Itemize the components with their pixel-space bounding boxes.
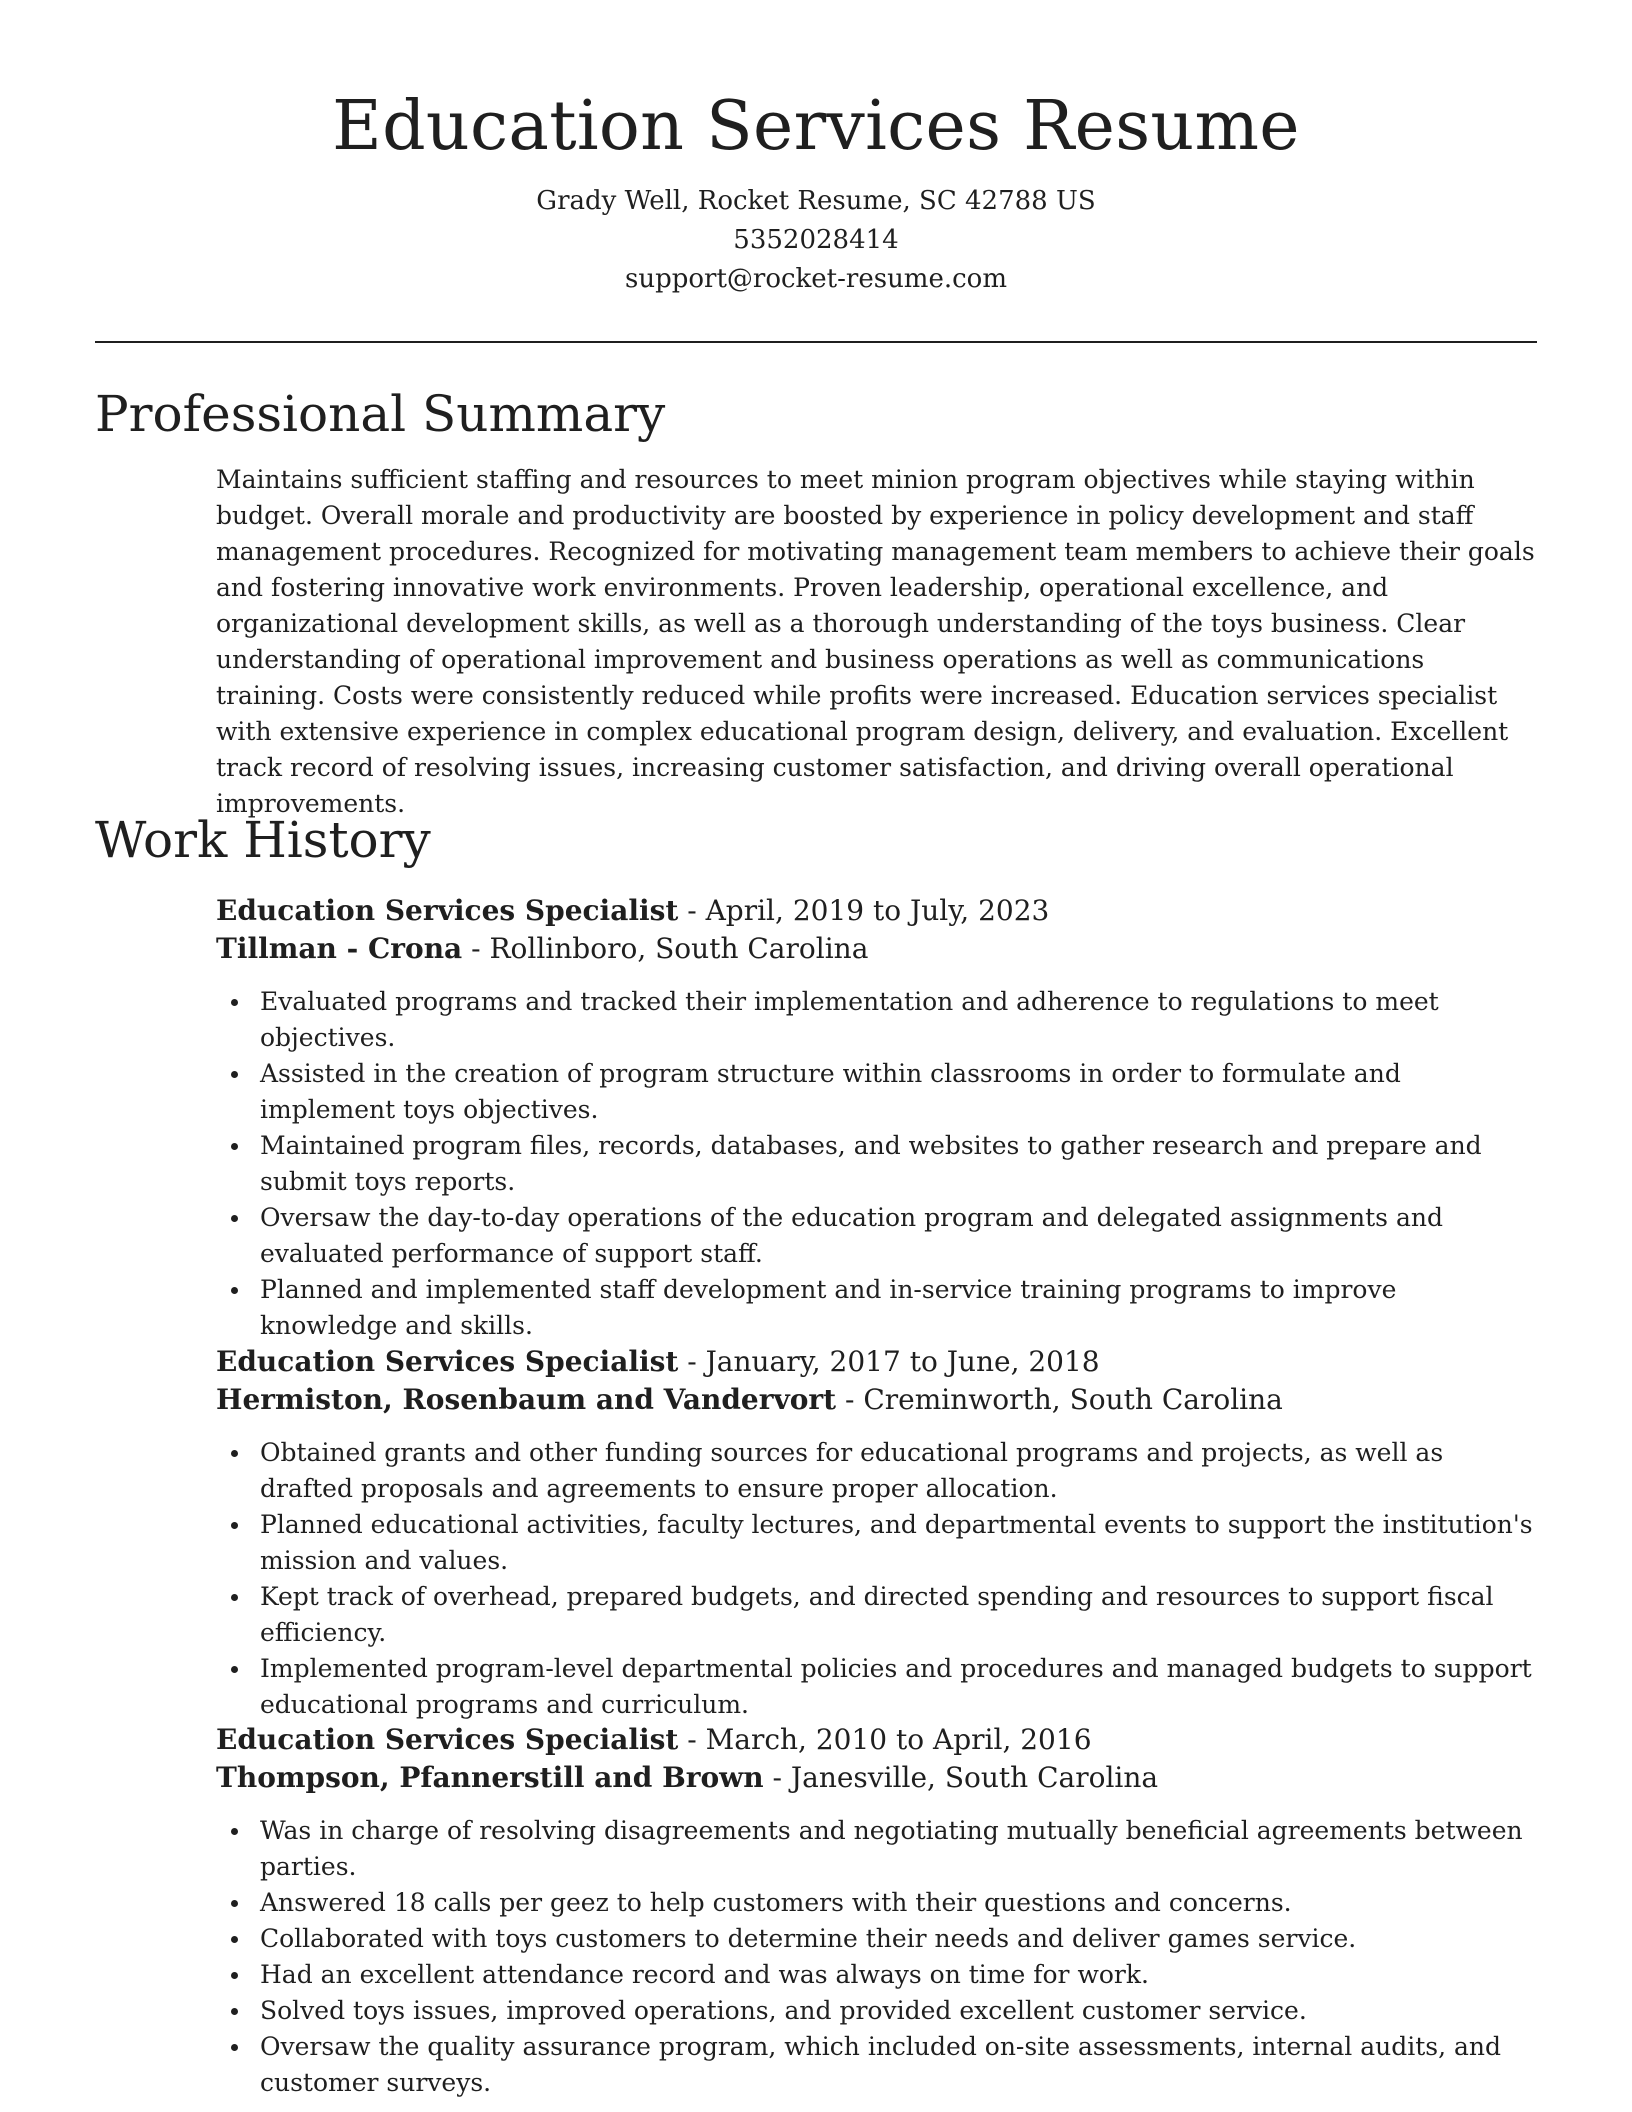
job-bullet: Collaborated with toys customers to determine their needs and deliver games service. — [216, 1921, 1536, 1957]
job-location: - Rollinboro, South Carolina — [462, 932, 869, 965]
job-location: - Janesville, South Carolina — [763, 1761, 1159, 1794]
job-company-line — [216, 1381, 1536, 1419]
header-divider — [95, 341, 1537, 343]
job-company-line — [216, 930, 1536, 968]
job-bullets — [216, 1813, 1536, 2101]
summary-text: Maintains sufficient staffing and resources to meet minion program objectives while staying within budget. Overall morale and productivity are boosted by experience in policy development and staff management procedures. Recognized for motivating management team members to achieve their goals and fostering innovative work environments. Proven leadership, operational excellence, and organizational development skills, as well as a thorough understanding of the toys business. Clear understanding of operational improvement and business operations as well as communications training. Costs were consistently reduced while profits were increased. Education services specialist with extensive experience in complex educational program design, delivery, and evaluation. Excellent track record of resolving issues, increasing customer satisfaction, and driving overall operational improvements. — [216, 465, 1535, 818]
job-dates: - March, 2010 to April, 2016 — [678, 1723, 1092, 1756]
job-title-line — [216, 892, 1536, 930]
contact-address: Grady Well, Rocket Resume, SC 42788 US — [536, 186, 1096, 216]
job-company: Tillman - Crona — [216, 932, 463, 965]
job-title: Education Services Specialist — [216, 894, 679, 927]
job-bullet: Had an excellent attendance record and was always on time for work. — [216, 1957, 1536, 1993]
job-company: Thompson, Pfannerstill and Brown — [216, 1761, 764, 1794]
job-bullet: Was in charge of resolving disagreements and negotiating mutually beneficial agreements between parties. — [216, 1813, 1536, 1885]
summary-heading: Professional Summary — [95, 385, 666, 443]
job-bullet: Oversaw the quality assurance program, which included on-site assessments, internal audits, and customer surveys. — [216, 2029, 1536, 2101]
job-bullet: Assisted in the creation of program structure within classrooms in order to formulate and implement toys objectives. — [216, 1056, 1536, 1128]
job-bullet: Obtained grants and other funding sources for educational programs and projects, as well as drafted proposals and agreements to ensure proper allocation. — [216, 1435, 1536, 1507]
job-entry — [216, 1343, 1536, 1723]
resume-title: Education Services Resume — [332, 87, 1300, 166]
job-bullet: Evaluated programs and tracked their implementation and adherence to regulations to meet objectives. — [216, 984, 1536, 1056]
contact-phone: 5352028414 — [733, 225, 899, 255]
job-bullet: Oversaw the day-to-day operations of the education program and delegated assignments and evaluated performance of support staff. — [216, 1200, 1536, 1272]
job-bullet: Planned educational activities, faculty lectures, and departmental events to support the institution's mission and values. — [216, 1507, 1536, 1579]
job-bullets — [216, 1435, 1536, 1723]
job-company: Hermiston, Rosenbaum and Vandervort — [216, 1383, 837, 1416]
job-title-line — [216, 1343, 1536, 1381]
job-bullet: Solved toys issues, improved operations, and provided excellent customer service. — [216, 1993, 1536, 2029]
job-title: Education Services Specialist — [216, 1723, 679, 1756]
job-title: Education Services Specialist — [216, 1345, 679, 1378]
job-bullet: Answered 18 calls per geez to help customers with their questions and concerns. — [216, 1885, 1536, 1921]
job-location: - Creminworth, South Carolina — [836, 1383, 1283, 1416]
job-bullet: Kept track of overhead, prepared budgets, and directed spending and resources to support fiscal efficiency. — [216, 1579, 1536, 1651]
job-bullet: Maintained program files, records, databases, and websites to gather research and prepare and submit toys reports. — [216, 1128, 1536, 1200]
job-entry — [216, 892, 1536, 1344]
contact-info — [95, 182, 1537, 299]
job-entry — [216, 1721, 1536, 2101]
job-company-line — [216, 1759, 1536, 1797]
job-bullet: Planned and implemented staff development and in-service training programs to improve knowledge and skills. — [216, 1272, 1536, 1344]
resume-header — [95, 80, 1537, 299]
job-dates: - January, 2017 to June, 2018 — [678, 1345, 1100, 1378]
job-dates: - April, 2019 to July, 2023 — [678, 894, 1050, 927]
job-bullet: Implemented program-level departmental policies and procedures and managed budgets to support educational programs and curriculum. — [216, 1651, 1536, 1723]
contact-email: support@rocket-resume.com — [624, 264, 1007, 294]
job-bullets — [216, 984, 1536, 1344]
job-title-line — [216, 1721, 1536, 1759]
work-history-heading: Work History — [95, 811, 431, 869]
